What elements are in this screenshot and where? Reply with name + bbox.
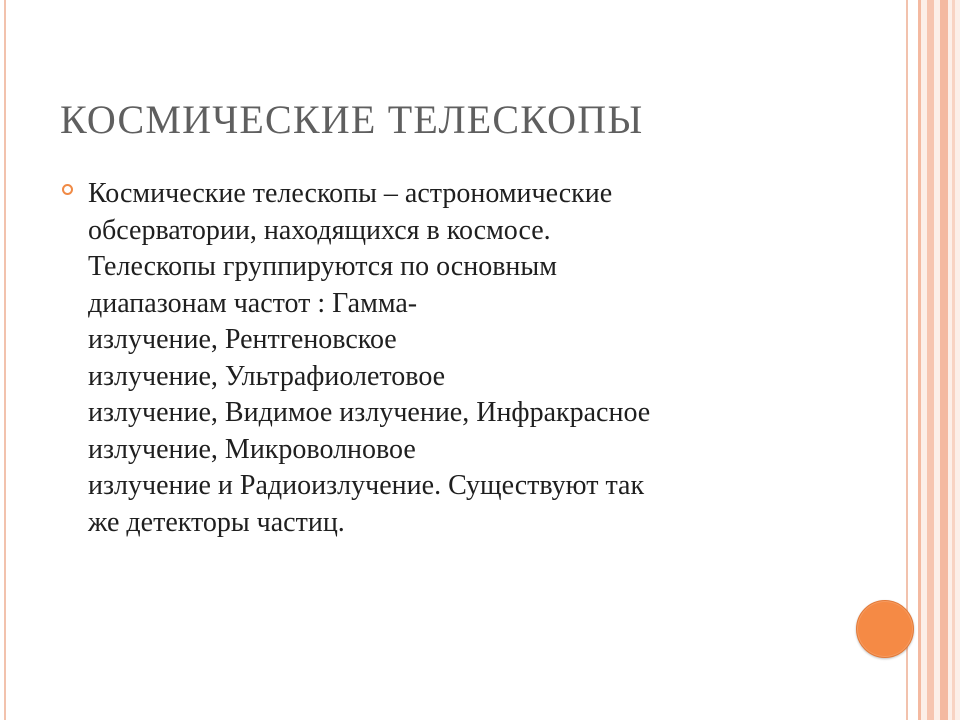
- slide-body: [88, 176, 848, 541]
- body-line: Телескопы группируются по основным: [88, 251, 557, 282]
- decorative-stripe: [927, 0, 934, 720]
- body-line: диапазонам частот : Гамма-: [88, 287, 418, 319]
- decorative-orange-circle: [856, 600, 914, 658]
- slide-title: КОСМИЧЕСКИЕ ТЕЛЕСКОПЫ: [60, 97, 644, 142]
- body-line: излучение и Радиоизлучение. Существуют так: [88, 470, 645, 501]
- body-line: излучение, Рентгеновское: [88, 324, 397, 355]
- body-line: же детекторы частиц.: [88, 506, 345, 538]
- bullet-circle-icon: [62, 184, 73, 195]
- body-line: излучение, Ультрафиолетовое: [88, 360, 446, 392]
- body-line: излучение, Микроволновое: [88, 433, 416, 465]
- decorative-stripe: [940, 0, 948, 720]
- body-line: обсерватории, находящихся в космосе.: [88, 214, 551, 246]
- body-line: излучение, Видимое излучение, Инфракрасное: [88, 397, 651, 428]
- body-line: Космические телескопы – астрономические: [88, 178, 613, 209]
- decorative-stripe: [952, 0, 955, 720]
- decorative-stripe: [918, 0, 921, 720]
